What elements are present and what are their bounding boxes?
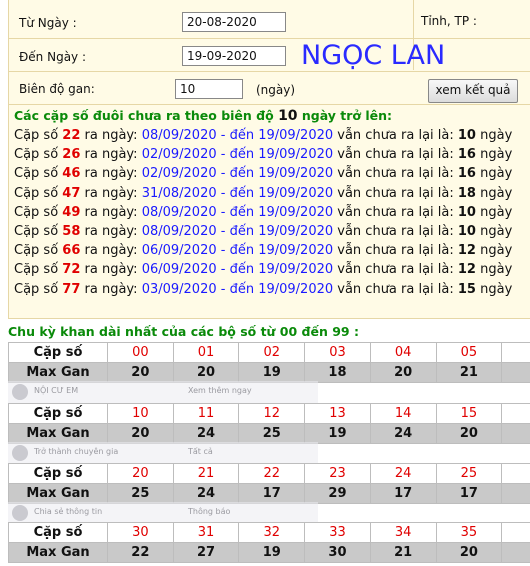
result-unit: ngày xyxy=(475,281,513,297)
max-gan-value: 19 xyxy=(239,363,305,383)
result-mid3: vẫn chưa ra lại là: xyxy=(333,166,458,182)
popup-ghost xyxy=(8,442,318,463)
max-gan-value: 18 xyxy=(305,363,371,383)
result-from: 31/08/2020 xyxy=(141,185,217,201)
table-cell-overflow xyxy=(502,363,530,383)
cycle-title: Chu kỳ khan dài nhất của các bộ số từ 00 đến 99 : xyxy=(8,324,359,339)
result-pre: Cặp số xyxy=(14,281,63,297)
result-to: 19/09/2020 xyxy=(258,185,334,201)
pair-number: 13 xyxy=(305,404,371,424)
avatar-icon xyxy=(12,505,28,521)
result-mid1: ra ngày: xyxy=(80,262,142,278)
pair-label: Cặp số xyxy=(9,404,108,424)
popup-ghost xyxy=(8,502,318,522)
result-row xyxy=(14,145,512,164)
pair-number: 10 xyxy=(108,404,174,424)
table-cell-overflow xyxy=(502,543,530,563)
to-date-label: Đến Ngày : xyxy=(19,50,87,64)
max-gan-value: 25 xyxy=(239,424,305,444)
result-to: 19/09/2020 xyxy=(258,166,334,182)
result-mid3: vẫn chưa ra lại là: xyxy=(333,147,458,163)
cycle-block xyxy=(8,522,530,563)
divider xyxy=(9,71,530,72)
avatar-icon xyxy=(12,384,28,400)
result-row xyxy=(14,280,512,299)
result-num: 22 xyxy=(62,128,81,143)
max-gan-value: 20 xyxy=(173,363,239,383)
result-mid1: ra ngày: xyxy=(80,281,142,297)
result-days: 10 xyxy=(457,223,476,239)
max-gan-value: 17 xyxy=(436,484,502,504)
result-row xyxy=(14,164,512,183)
result-from: 02/09/2020 xyxy=(141,166,217,182)
brand-logo-text: NGỌC LAN xyxy=(301,40,446,71)
table-cell-overflow xyxy=(502,343,530,363)
result-mid2: - đến xyxy=(216,128,259,143)
result-from: 08/09/2020 xyxy=(141,128,217,143)
result-num: 46 xyxy=(62,166,81,182)
result-pre: Cặp số xyxy=(14,204,63,220)
result-mid2: - đến xyxy=(216,281,259,297)
max-gan-label: Max Gan xyxy=(9,543,108,563)
result-mid2: - đến xyxy=(216,204,259,220)
result-mid3: vẫn chưa ra lại là: xyxy=(333,223,458,239)
result-unit: ngày xyxy=(475,204,513,220)
cycle-block xyxy=(8,463,530,504)
popup-text: Chia sẻ thông tin xyxy=(34,507,103,516)
popup-ghost xyxy=(8,381,318,403)
result-unit: ngày xyxy=(475,128,513,143)
result-unit: ngày xyxy=(475,262,513,278)
result-to: 19/09/2020 xyxy=(258,128,334,143)
result-mid1: ra ngày: xyxy=(80,166,142,182)
popup-text: NỘI CƯ EM xyxy=(34,386,79,395)
pair-number: 31 xyxy=(173,523,239,543)
result-unit: ngày xyxy=(475,147,513,163)
divider xyxy=(9,38,530,39)
max-gan-value: 27 xyxy=(173,543,239,563)
pair-number: 21 xyxy=(173,464,239,484)
pair-number: 03 xyxy=(305,343,371,363)
results-list xyxy=(14,126,512,299)
result-num: 66 xyxy=(62,243,81,259)
max-gan-value: 17 xyxy=(370,484,436,504)
avatar-icon xyxy=(12,445,28,461)
result-row xyxy=(14,260,512,279)
result-num: 72 xyxy=(62,262,81,278)
max-gan-value: 20 xyxy=(370,363,436,383)
result-from: 06/09/2020 xyxy=(141,243,217,259)
gan-range-input[interactable]: 10 xyxy=(175,79,243,99)
popup-text: Xem thêm ngay xyxy=(188,386,252,395)
result-from: 06/09/2020 xyxy=(141,262,217,278)
pair-label: Cặp số xyxy=(9,343,108,363)
result-unit: ngày xyxy=(475,223,513,239)
max-gan-value: 20 xyxy=(108,363,174,383)
result-mid1: ra ngày: xyxy=(80,223,142,239)
pair-number: 24 xyxy=(370,464,436,484)
gan-range-label: Biên độ gan: xyxy=(19,82,95,96)
popup-text: Thông báo xyxy=(188,507,231,516)
divider xyxy=(9,104,530,105)
result-row xyxy=(14,241,512,260)
result-mid3: vẫn chưa ra lại là: xyxy=(333,204,458,220)
max-gan-value: 29 xyxy=(305,484,371,504)
pair-label: Cặp số xyxy=(9,523,108,543)
max-gan-value: 19 xyxy=(239,543,305,563)
pair-number: 00 xyxy=(108,343,174,363)
search-panel xyxy=(8,0,530,319)
max-gan-value: 19 xyxy=(305,424,371,444)
pair-label: Cặp số xyxy=(9,464,108,484)
result-from: 03/09/2020 xyxy=(141,281,217,297)
result-mid1: ra ngày: xyxy=(80,243,142,259)
result-days: 16 xyxy=(457,166,476,182)
result-num: 49 xyxy=(62,204,81,220)
province-label: Tỉnh, TP : xyxy=(421,14,477,28)
max-gan-value: 21 xyxy=(436,363,502,383)
result-row xyxy=(14,222,512,241)
result-row xyxy=(14,184,512,203)
popup-text: Trở thành chuyên gia xyxy=(34,447,119,456)
result-num: 26 xyxy=(62,147,81,163)
result-from: 08/09/2020 xyxy=(141,223,217,239)
result-num: 47 xyxy=(62,185,81,201)
pair-number: 33 xyxy=(305,523,371,543)
result-pre: Cặp số xyxy=(14,185,63,201)
result-num: 77 xyxy=(62,281,81,297)
result-unit: ngày xyxy=(475,243,513,259)
table-cell-overflow xyxy=(502,523,530,543)
table-cell-overflow xyxy=(502,424,530,444)
result-row xyxy=(14,126,512,145)
max-gan-value: 21 xyxy=(370,543,436,563)
pair-number: 34 xyxy=(370,523,436,543)
result-days: 12 xyxy=(457,262,476,278)
pair-number: 05 xyxy=(436,343,502,363)
result-days: 12 xyxy=(457,243,476,259)
result-mid2: - đến xyxy=(216,166,259,182)
max-gan-value: 25 xyxy=(108,484,174,504)
pair-number: 01 xyxy=(173,343,239,363)
result-num: 58 xyxy=(62,223,81,239)
result-from: 02/09/2020 xyxy=(141,147,217,163)
popup-text: Tất cả xyxy=(188,447,213,456)
pair-number: 04 xyxy=(370,343,436,363)
gan-unit-label: (ngày) xyxy=(256,83,296,97)
result-to: 19/09/2020 xyxy=(258,243,334,259)
result-days: 18 xyxy=(457,185,476,201)
max-gan-value: 24 xyxy=(370,424,436,444)
result-days: 10 xyxy=(457,204,476,220)
result-mid1: ra ngày: xyxy=(80,204,142,220)
result-mid2: - đến xyxy=(216,223,259,239)
max-gan-value: 24 xyxy=(173,424,239,444)
pair-number: 30 xyxy=(108,523,174,543)
result-mid1: ra ngày: xyxy=(80,147,142,163)
result-unit: ngày xyxy=(475,185,513,201)
table-cell-overflow xyxy=(502,404,530,424)
cycle-block xyxy=(8,403,530,444)
result-pre: Cặp số xyxy=(14,243,63,259)
max-gan-label: Max Gan xyxy=(9,484,108,504)
result-pre: Cặp số xyxy=(14,128,63,143)
result-pre: Cặp số xyxy=(14,262,63,278)
result-to: 19/09/2020 xyxy=(258,281,334,297)
pair-number: 23 xyxy=(305,464,371,484)
result-mid1: ra ngày: xyxy=(80,185,142,201)
max-gan-value: 20 xyxy=(436,424,502,444)
result-to: 19/09/2020 xyxy=(258,223,334,239)
cycle-block xyxy=(8,342,530,383)
pair-number: 22 xyxy=(239,464,305,484)
pair-number: 14 xyxy=(370,404,436,424)
table-cell-overflow xyxy=(502,484,530,504)
result-pre: Cặp số xyxy=(14,166,63,182)
result-days: 16 xyxy=(457,147,476,163)
view-results-button[interactable]: xem kết quả xyxy=(428,79,518,103)
from-date-label: Từ Ngày : xyxy=(19,16,77,30)
result-mid3: vẫn chưa ra lại là: xyxy=(333,262,458,278)
result-row xyxy=(14,203,512,222)
max-gan-value: 20 xyxy=(436,543,502,563)
max-gan-value: 30 xyxy=(305,543,371,563)
result-from: 08/09/2020 xyxy=(141,204,217,220)
pair-number: 11 xyxy=(173,404,239,424)
pair-number: 12 xyxy=(239,404,305,424)
from-date-input[interactable]: 20-08-2020 xyxy=(182,12,286,32)
result-to: 19/09/2020 xyxy=(258,262,334,278)
result-days: 15 xyxy=(457,281,476,297)
pair-number: 02 xyxy=(239,343,305,363)
result-unit: ngày xyxy=(475,166,513,182)
result-to: 19/09/2020 xyxy=(258,147,334,163)
result-mid2: - đến xyxy=(216,185,259,201)
max-gan-value: 20 xyxy=(108,424,174,444)
result-mid3: vẫn chưa ra lại là: xyxy=(333,185,458,201)
pair-number: 20 xyxy=(108,464,174,484)
result-mid3: vẫn chưa ra lại là: xyxy=(333,281,458,297)
max-gan-value: 24 xyxy=(173,484,239,504)
pair-number: 15 xyxy=(436,404,502,424)
result-mid2: - đến xyxy=(216,243,259,259)
results-heading: Các cặp số đuôi chưa ra theo biên độ 10 ngày trở lên: xyxy=(14,108,393,124)
result-mid1: ra ngày: xyxy=(80,128,142,143)
max-gan-label: Max Gan xyxy=(9,424,108,444)
max-gan-value: 22 xyxy=(108,543,174,563)
result-mid2: - đến xyxy=(216,262,259,278)
result-mid2: - đến xyxy=(216,147,259,163)
max-gan-value: 17 xyxy=(239,484,305,504)
result-mid3: vẫn chưa ra lại là: xyxy=(333,243,458,259)
table-cell-overflow xyxy=(502,464,530,484)
result-pre: Cặp số xyxy=(14,147,63,163)
result-to: 19/09/2020 xyxy=(258,204,334,220)
max-gan-label: Max Gan xyxy=(9,363,108,383)
result-pre: Cặp số xyxy=(14,223,63,239)
to-date-input[interactable]: 19-09-2020 xyxy=(182,46,286,66)
pair-number: 32 xyxy=(239,523,305,543)
result-days: 10 xyxy=(457,128,476,143)
pair-number: 25 xyxy=(436,464,502,484)
pair-number: 35 xyxy=(436,523,502,543)
result-mid3: vẫn chưa ra lại là: xyxy=(333,128,458,143)
